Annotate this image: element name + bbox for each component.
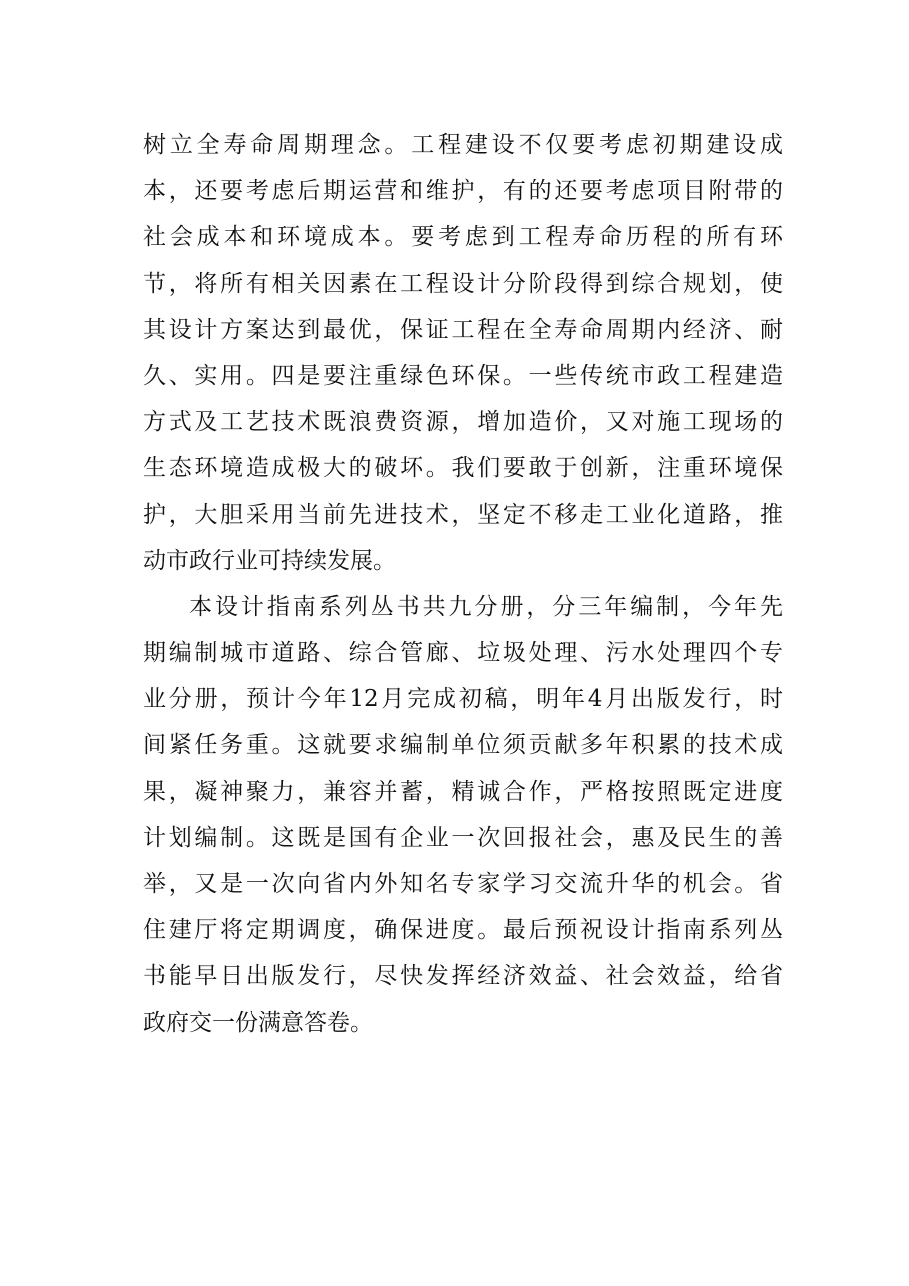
paragraph-line: 本，还要考虑后期运营和维护，有的还要考虑项目附带的: [143, 178, 783, 205]
paragraph-line: 生态环境造成极大的破坏。我们要敢于创新，注重环境保: [143, 455, 783, 482]
paragraph-line: 树立全寿命周期理念。工程建设不仅要考虑初期建设成: [143, 132, 783, 158]
paragraph-line: 节，将所有相关因素在工程设计分阶段得到综合规划，使: [143, 270, 783, 297]
paragraph-line: 其设计方案达到最优，保证工程在全寿命周期内经济、耐: [143, 316, 783, 343]
paragraph-line: 政府交一份满意答卷。: [143, 1009, 373, 1036]
body-text: [143, 122, 783, 1046]
paragraph-line: 间紧任务重。这就要求编制单位须贡献多年积累的技术成: [143, 732, 783, 759]
paragraph-line: 本设计指南系列丛书共九分册，分三年编制，今年先: [189, 593, 783, 620]
paragraph-line: 护，大胆采用当前先进技术，坚定不移走工业化道路，推: [143, 501, 783, 528]
paragraph-line: 业分册，预计今年12月完成初稿，明年4月出版发行，时: [143, 686, 783, 713]
paragraph-line: 期编制城市道路、综合管廊、垃圾处理、污水处理四个专: [143, 640, 783, 667]
paragraph-line: 书能早日出版发行，尽快发挥经济效益、社会效益，给省: [143, 963, 783, 990]
paragraph-line: 方式及工艺技术既浪费资源，增加造价，又对施工现场的: [143, 409, 783, 436]
paragraph-line: 久、实用。四是要注重绿色环保。一些传统市政工程建造: [143, 362, 783, 389]
paragraph-line: 举，又是一次向省内外知名专家学习交流升华的机会。省: [143, 871, 783, 897]
paragraph-2: [143, 584, 783, 1046]
paragraph-line: 计划编制。这既是国有企业一次回报社会，惠及民生的善: [143, 824, 783, 851]
paragraph-line: 动市政行业可持续发展。: [143, 547, 396, 574]
paragraph-line: 住建厅将定期调度，确保进度。最后预祝设计指南系列丛: [143, 917, 783, 944]
paragraph-line: 果，凝神聚力，兼容并蓄，精诚合作，严格按照既定进度: [143, 778, 783, 805]
paragraph-1: [143, 122, 783, 584]
paragraph-line: 社会成本和环境成本。要考虑到工程寿命历程的所有环: [143, 224, 783, 251]
